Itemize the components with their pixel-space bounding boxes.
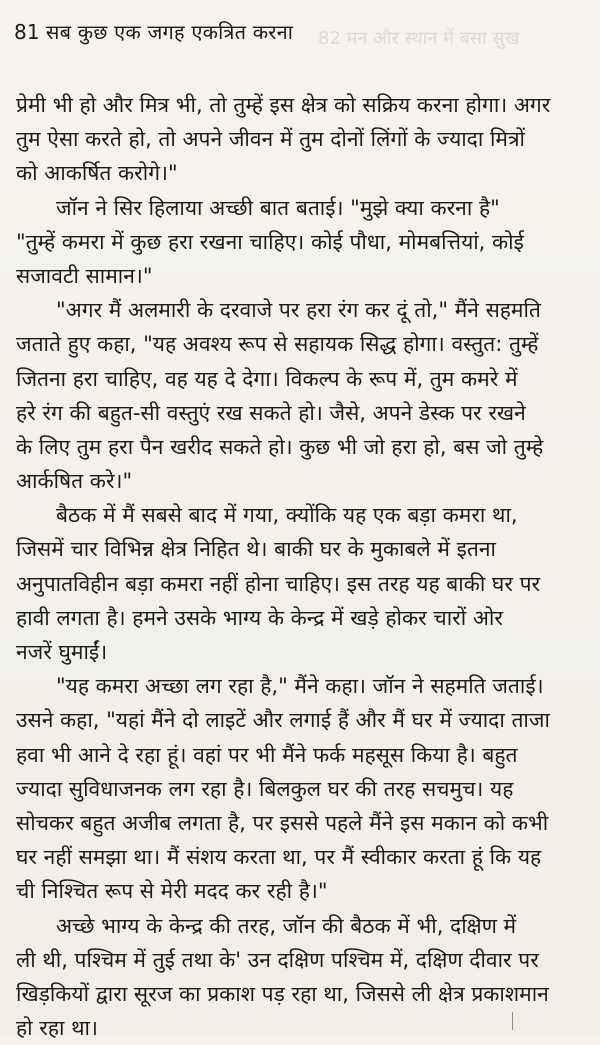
text-line: घर नहीं समझा था। मैं संशय करता था, पर मैं स्वीकार करता हूं कि यह xyxy=(16,845,542,870)
text-line: उसने कहा, "यहां मैंने दो लाइटें और लगाई हैं और मैं घर में ज्यादा ताजा xyxy=(16,708,550,733)
text-line: सोचकर बहुत अजीब लगता है, पर इससे पहले मैंने इस मकान को कभी xyxy=(16,810,549,835)
text-line: हावी लगता है। हमने उसके भाग्य के केन्द्र में खड़े होकर चारों ओर xyxy=(16,605,503,630)
text-line: बैठक में मैं सबसे बाद में गया, क्योंकि यह एक बड़ा कमरा था, xyxy=(56,503,518,528)
text-line: तुम ऐसा करते हो, तो अपने जीवन में तुम दोनों लिंगों के ज्यादा मित्रों xyxy=(16,127,525,152)
text-line: ची निश्चित रूप से मेरी मदद कर रही है।" xyxy=(16,879,328,904)
running-title: सब कुछ एक जगह एकत्रित करना xyxy=(45,20,294,44)
text-line: जिसमें चार विभिन्न क्षेत्र निहित थे। बाकी घर के मुकाबले में इतना xyxy=(16,537,496,562)
text-line: सजावटी सामान।" xyxy=(16,263,153,288)
text-line: जॉन ने सिर हिलाया अच्छी बात बताई। "मुझे क्या करना है" xyxy=(56,195,500,220)
text-line: नजरें घुमाईं। xyxy=(16,640,108,664)
page-edge-mark xyxy=(512,1012,513,1030)
text-line: "यह कमरा अच्छा लग रहा है," मैंने कहा। जॉन ने सहमति जताई। xyxy=(56,674,544,699)
text-line: जताते हुए कहा, "यह अवश्य रूप से सहायक सिद्ध होगा। वस्तुत: तुम्हें xyxy=(16,332,539,357)
page-number: 81 xyxy=(14,20,40,44)
page-header xyxy=(14,18,293,45)
text-line: हो रहा था। xyxy=(16,1016,98,1041)
body-text xyxy=(16,88,588,1045)
text-line: ली थी, पश्चिम में तुई तथा के' उन दक्षिण पश्चिम में, दक्षिण दीवार पर xyxy=(16,947,539,972)
text-line: अच्छे भाग्य के केन्द्र की तरह, जॉन की बैठक में भी, दक्षिण में xyxy=(56,913,517,938)
text-line: ज्यादा सुविधाजनक लग रहा है। बिलकुल घर की तरह सचमुच। यह xyxy=(16,776,514,801)
text-line: खिड़कियों द्वारा सूरज का प्रकाश पड़ रहा था, जिससे ली क्षेत्र प्रकाशमान xyxy=(16,981,549,1006)
text-line: को आकर्षित करोगे।" xyxy=(16,161,178,186)
text-line: जितना हरा चाहिए, वह यह दे देगा। विकल्प के रूप में, तुम कमरे में xyxy=(16,366,518,391)
text-line: प्रेमी भी हो और मित्र भी, तो तुम्हें इस क्षेत्र को सक्रिय करना होगा। अगर xyxy=(16,93,551,117)
text-line: के लिए तुम हरा पैन खरीद सकते हो। कुछ भी जो हरा हो, बस जो तुम्हे xyxy=(16,434,544,459)
bleed-through-header: 82 मन और स्थान में बसा सुख xyxy=(318,28,520,49)
text-line: आर्कषित करे।" xyxy=(16,469,133,494)
text-line: "तुम्हें कमरा में कुछ हरा रखना चाहिए। कोई पौधा, मोमबत्तियां, कोई xyxy=(16,229,524,254)
text-line: हवा भी आने दे रहा हूं। वहां पर भी मैंने फर्क महसूस किया है। बहुत xyxy=(16,742,518,767)
text-line: हरे रंग की बहुत-सी वस्तुएं रख सकते हो। जैसे, अपने डेस्क पर रखने xyxy=(16,400,526,425)
text-line: "अगर मैं अलमारी के दरवाजे पर हरा रंग कर दूं तो," मैंने सहमति xyxy=(56,298,541,323)
text-line: अनुपातविहीन बड़ा कमरा नहीं होना चाहिए। इस तरह यह बाकी घर पर xyxy=(16,571,541,596)
